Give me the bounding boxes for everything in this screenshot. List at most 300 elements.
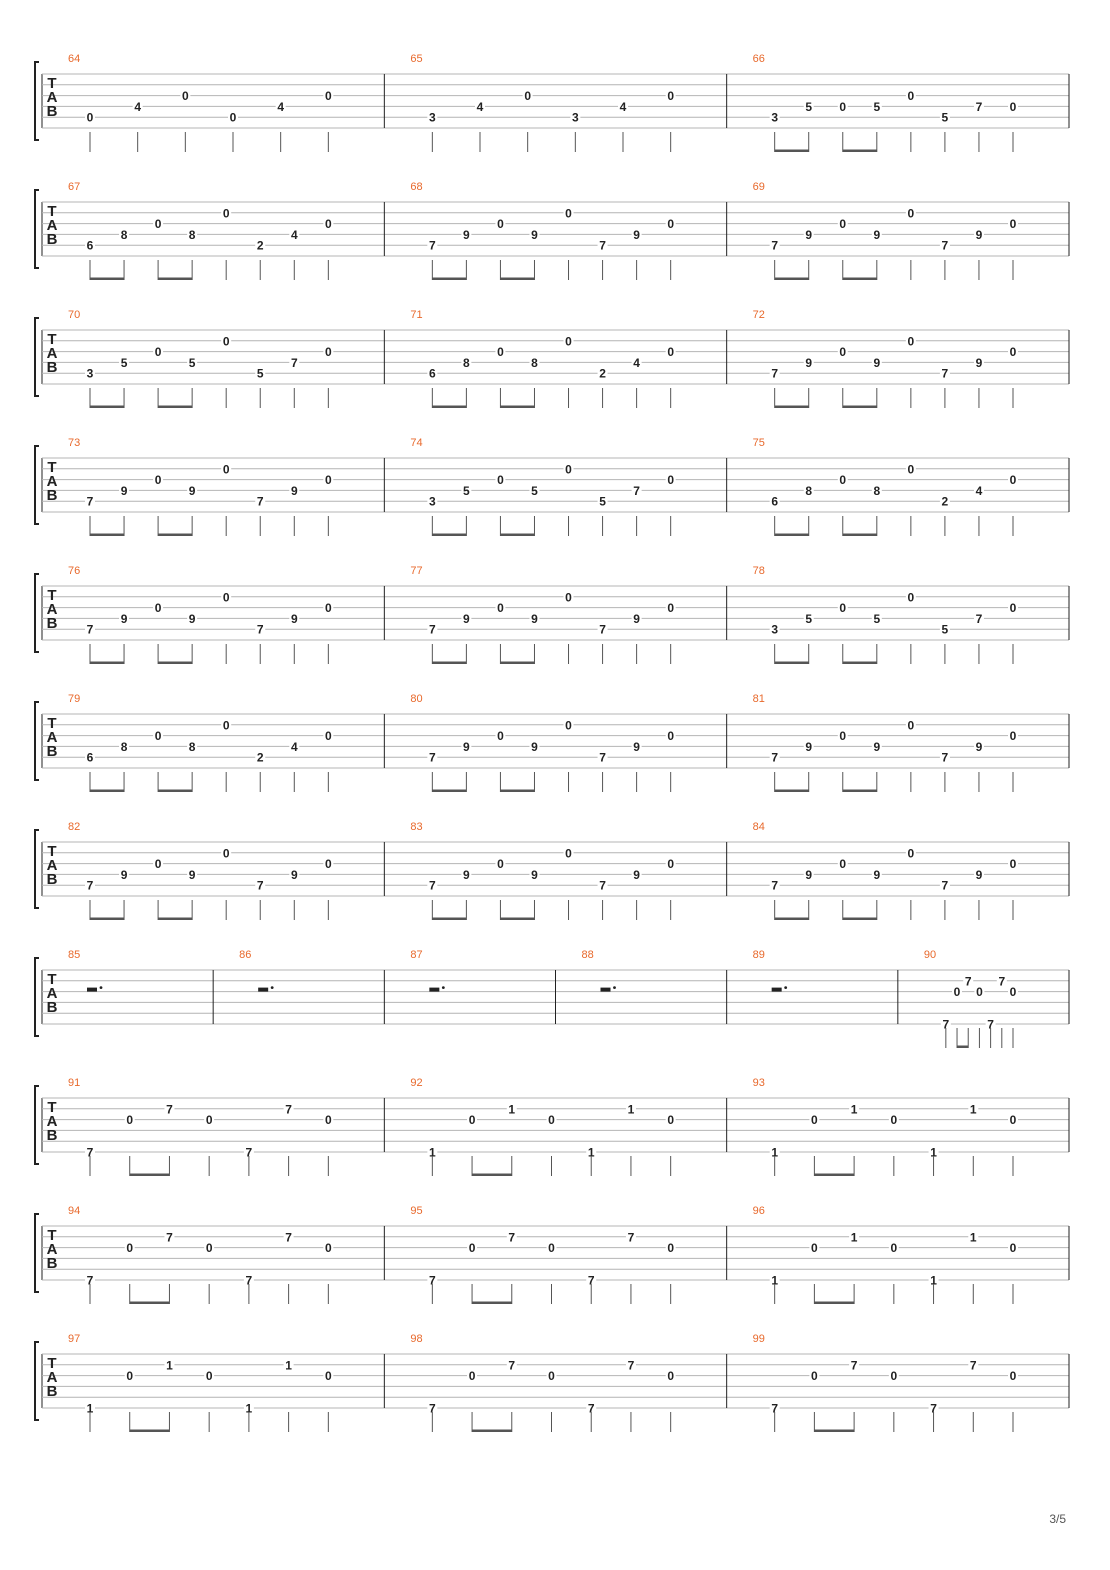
fret-number: 5	[941, 110, 949, 125]
fret-number: 0	[839, 729, 847, 744]
fret-number: 6	[86, 238, 94, 253]
fret-number: 7	[428, 878, 436, 893]
fret-number: 0	[468, 1113, 476, 1128]
fret-number: 4	[975, 483, 983, 498]
system-bracket	[35, 446, 39, 524]
tab-clef-letter: B	[46, 231, 58, 248]
fret-number: 0	[1009, 99, 1017, 114]
rest-dot	[613, 986, 616, 989]
fret-number: 7	[86, 494, 94, 509]
system-bracket	[35, 318, 39, 396]
system-bracket	[35, 1214, 39, 1292]
fret-number: 2	[256, 750, 264, 765]
rest-symbol	[87, 988, 97, 992]
rest-symbol	[601, 988, 611, 992]
fret-number: 8	[188, 227, 196, 242]
fret-number: 5	[805, 611, 813, 626]
fret-number: 5	[599, 494, 606, 509]
fret-number: 0	[126, 1241, 134, 1256]
fret-number: 7	[964, 974, 972, 989]
fret-number: 0	[205, 1113, 213, 1128]
rest-symbol	[772, 988, 782, 992]
tab-clef-letter: T	[47, 203, 57, 220]
tab-clef-letter: B	[46, 999, 58, 1016]
fret-number: 9	[120, 483, 128, 498]
fret-number: 8	[188, 739, 196, 754]
fret-number: 0	[667, 345, 675, 360]
note-beam	[500, 406, 534, 409]
fret-number: 8	[805, 483, 813, 498]
fret-number: 7	[86, 1273, 94, 1288]
fret-number: 0	[565, 206, 572, 221]
fret-number: 0	[1009, 345, 1017, 360]
fret-number: 0	[839, 601, 847, 616]
note-beam	[158, 278, 192, 281]
fret-number: 0	[324, 1369, 332, 1384]
fret-number: 9	[873, 739, 881, 754]
measure-number: 80	[410, 693, 423, 705]
tab-clef-letter: T	[47, 843, 57, 860]
fret-number: 7	[969, 1358, 977, 1373]
fret-number: 7	[86, 1145, 94, 1160]
fret-number: 6	[771, 494, 779, 509]
fret-number: 4	[290, 739, 298, 754]
note-beam	[500, 534, 534, 537]
note-beam	[432, 790, 466, 793]
fret-number: 0	[154, 473, 162, 488]
fret-number: 0	[839, 345, 847, 360]
fret-number: 2	[256, 238, 264, 253]
note-beam	[158, 918, 192, 921]
system-bracket	[35, 574, 39, 652]
fret-number: 7	[975, 99, 983, 114]
fret-number: 0	[229, 110, 237, 125]
measure-number: 66	[752, 53, 765, 65]
fret-number: 0	[324, 857, 332, 872]
note-beam	[130, 1430, 170, 1433]
fret-number: 7	[941, 238, 949, 253]
system-bracket	[35, 958, 39, 1036]
fret-number: 1	[285, 1358, 292, 1373]
fret-number: 8	[531, 355, 538, 370]
note-beam	[130, 1174, 170, 1177]
note-beam	[775, 662, 809, 665]
tab-clef-letter: T	[47, 971, 57, 988]
measure-number: 79	[68, 693, 81, 705]
tab-clef-letter: T	[47, 587, 57, 604]
fret-number: 0	[1009, 473, 1017, 488]
note-beam	[432, 918, 466, 921]
fret-number: 9	[975, 227, 983, 242]
note-beam	[843, 406, 877, 409]
tab-clef-letter: T	[47, 715, 57, 732]
fret-number: 7	[86, 622, 94, 637]
tab-clef-letter: A	[46, 729, 58, 746]
fret-number: 9	[633, 739, 640, 754]
note-beam	[472, 1174, 512, 1177]
tab-clef-letter: A	[46, 217, 58, 234]
note-beam	[432, 406, 466, 409]
fret-number: 7	[290, 355, 298, 370]
measure-number: 73	[68, 437, 81, 449]
fret-number: 5	[188, 355, 196, 370]
note-beam	[814, 1430, 854, 1433]
note-beam	[158, 662, 192, 665]
fret-number: 0	[324, 473, 332, 488]
fret-number: 0	[839, 217, 847, 232]
fret-number: 0	[497, 473, 504, 488]
system-bracket	[35, 830, 39, 908]
fret-number: 9	[975, 739, 983, 754]
fret-number: 0	[667, 729, 675, 744]
fret-number: 4	[277, 99, 285, 114]
fret-number: 0	[565, 718, 572, 733]
fret-number: 0	[667, 1241, 675, 1256]
note-beam	[130, 1302, 170, 1305]
note-beam	[775, 918, 809, 921]
fret-number: 7	[987, 1017, 994, 1032]
fret-number: 9	[633, 867, 640, 882]
note-beam	[843, 662, 877, 665]
fret-number: 9	[873, 867, 881, 882]
fret-number: 7	[245, 1273, 253, 1288]
note-beam	[843, 534, 877, 537]
fret-number: 7	[86, 878, 94, 893]
tab-clef-letter: A	[46, 1369, 58, 1386]
fret-number: 4	[619, 99, 627, 114]
note-beam	[90, 790, 124, 793]
fret-number: 0	[222, 334, 230, 349]
fret-number: 4	[134, 99, 142, 114]
fret-number: 5	[120, 355, 128, 370]
fret-number: 9	[463, 227, 470, 242]
note-beam	[775, 790, 809, 793]
measure-number: 83	[410, 821, 423, 833]
fret-number: 7	[245, 1145, 253, 1160]
fret-number: 7	[941, 878, 949, 893]
note-beam	[90, 406, 124, 409]
fret-number: 0	[907, 590, 915, 605]
fret-number: 0	[839, 99, 847, 114]
note-beam	[432, 662, 466, 665]
fret-number: 0	[222, 590, 230, 605]
fret-number: 0	[953, 985, 961, 1000]
fret-number: 0	[811, 1113, 818, 1128]
fret-number: 7	[166, 1230, 173, 1245]
fret-number: 7	[587, 1401, 595, 1416]
fret-number: 7	[627, 1358, 635, 1373]
note-beam	[90, 662, 124, 665]
measure-number: 90	[923, 949, 937, 961]
note-beam	[158, 406, 192, 409]
fret-number: 7	[166, 1102, 173, 1117]
note-beam	[843, 150, 877, 153]
tab-clef-letter: T	[47, 1355, 57, 1372]
tab-clef-letter: T	[47, 75, 57, 92]
fret-number: 5	[531, 483, 538, 498]
fret-number: 0	[907, 206, 915, 221]
fret-number: 0	[181, 89, 189, 104]
fret-number: 0	[524, 89, 532, 104]
note-beam	[775, 278, 809, 281]
tab-clef-letter: B	[46, 487, 58, 504]
fret-number: 9	[531, 867, 538, 882]
fret-number: 7	[256, 622, 264, 637]
fret-number: 0	[890, 1113, 898, 1128]
fret-number: 5	[941, 622, 949, 637]
fret-number: 3	[86, 366, 94, 381]
note-beam	[500, 790, 534, 793]
measure-number: 99	[752, 1333, 765, 1345]
fret-number: 7	[428, 1401, 436, 1416]
measure-number: 72	[752, 309, 765, 321]
tab-clef-letter: B	[46, 871, 58, 888]
measure-number: 68	[410, 181, 423, 193]
measure-number: 96	[752, 1205, 765, 1217]
fret-number: 0	[497, 857, 504, 872]
measure-number: 82	[68, 821, 81, 833]
fret-number: 0	[1009, 1241, 1017, 1256]
fret-number: 3	[571, 110, 579, 125]
fret-number: 0	[811, 1369, 818, 1384]
tab-clef-letter: T	[47, 459, 57, 476]
fret-number: 0	[667, 601, 675, 616]
measure-number: 89	[752, 949, 765, 961]
fret-number: 7	[587, 1273, 595, 1288]
note-beam	[432, 278, 466, 281]
system-bracket	[35, 1086, 39, 1164]
fret-number: 7	[428, 622, 436, 637]
tab-clef-letter: T	[47, 331, 57, 348]
fret-number: 1	[930, 1145, 937, 1160]
fret-number: 0	[565, 846, 572, 861]
fret-number: 9	[805, 227, 813, 242]
system-bracket	[35, 190, 39, 268]
fret-number: 9	[120, 867, 128, 882]
measure-number: 75	[752, 437, 765, 449]
fret-number: 0	[205, 1369, 213, 1384]
rest-dot	[784, 986, 787, 989]
fret-number: 0	[890, 1369, 898, 1384]
fret-number: 7	[627, 1230, 635, 1245]
note-beam	[158, 534, 192, 537]
measure-number: 77	[410, 565, 423, 577]
fret-number: 0	[667, 1113, 675, 1128]
fret-number: 5	[873, 611, 881, 626]
measure-number: 69	[752, 181, 765, 193]
fret-number: 0	[548, 1113, 555, 1128]
fret-number: 1	[969, 1230, 977, 1245]
fret-number: 7	[771, 366, 779, 381]
fret-number: 0	[468, 1369, 476, 1384]
fret-number: 0	[497, 729, 504, 744]
fret-number: 7	[771, 238, 779, 253]
tab-clef-letter: B	[46, 615, 58, 632]
fret-number: 0	[907, 89, 915, 104]
fret-number: 7	[941, 750, 949, 765]
tab-clef-letter: A	[46, 857, 58, 874]
fret-number: 0	[1009, 1113, 1017, 1128]
tab-clef-letter: B	[46, 743, 58, 760]
fret-number: 7	[599, 622, 606, 637]
fret-number: 0	[1009, 601, 1017, 616]
fret-number: 8	[120, 227, 128, 242]
measure-number: 81	[752, 693, 765, 705]
fret-number: 0	[548, 1369, 555, 1384]
fret-number: 0	[324, 217, 332, 232]
fret-number: 9	[531, 739, 538, 754]
fret-number: 0	[497, 345, 504, 360]
page-number: 3/5	[1049, 1512, 1066, 1526]
fret-number: 0	[667, 1369, 675, 1384]
fret-number: 9	[975, 355, 983, 370]
fret-number: 0	[324, 729, 332, 744]
fret-number: 9	[805, 739, 813, 754]
fret-number: 0	[907, 846, 915, 861]
note-beam	[814, 1174, 854, 1177]
note-beam	[158, 790, 192, 793]
note-beam	[843, 278, 877, 281]
fret-number: 7	[942, 1017, 950, 1032]
fret-number: 5	[256, 366, 264, 381]
fret-number: 1	[850, 1102, 858, 1117]
fret-number: 9	[290, 483, 298, 498]
tab-clef-letter: A	[46, 473, 58, 490]
fret-number: 1	[428, 1145, 436, 1160]
measure-number: 70	[68, 309, 81, 321]
fret-number: 0	[667, 217, 675, 232]
fret-number: 1	[86, 1401, 94, 1416]
system-bracket	[35, 702, 39, 780]
fret-number: 0	[154, 857, 162, 872]
fret-number: 8	[873, 483, 881, 498]
fret-number: 0	[667, 473, 675, 488]
fret-number: 3	[428, 494, 436, 509]
fret-number: 1	[930, 1273, 937, 1288]
fret-number: 7	[771, 750, 779, 765]
fret-number: 7	[256, 878, 264, 893]
fret-number: 1	[850, 1230, 858, 1245]
tab-clef-letter: A	[46, 345, 58, 362]
fret-number: 1	[771, 1145, 779, 1160]
measure-number: 74	[410, 437, 423, 449]
measure-number: 87	[410, 949, 423, 961]
fret-number: 7	[256, 494, 264, 509]
fret-number: 1	[627, 1102, 635, 1117]
system-bracket	[35, 62, 39, 140]
fret-number: 0	[222, 206, 230, 221]
fret-number: 4	[476, 99, 484, 114]
fret-number: 4	[290, 227, 298, 242]
measure-number: 88	[581, 949, 594, 961]
note-beam	[90, 278, 124, 281]
fret-number: 6	[428, 366, 436, 381]
fret-number: 7	[428, 238, 436, 253]
fret-number: 0	[1009, 729, 1017, 744]
fret-number: 0	[1009, 857, 1017, 872]
fret-number: 9	[805, 867, 813, 882]
fret-number: 0	[1009, 985, 1017, 1000]
note-beam	[432, 534, 466, 537]
tab-clef-letter: A	[46, 985, 58, 1002]
fret-number: 9	[463, 739, 470, 754]
fret-number: 7	[930, 1401, 937, 1416]
fret-number: 9	[463, 867, 470, 882]
fret-number: 7	[975, 611, 983, 626]
fret-number: 9	[633, 611, 640, 626]
fret-number: 7	[428, 1273, 436, 1288]
fret-number: 0	[976, 985, 983, 1000]
note-beam	[90, 534, 124, 537]
note-beam	[814, 1302, 854, 1305]
fret-number: 9	[531, 611, 538, 626]
fret-number: 0	[839, 857, 847, 872]
measure-number: 67	[68, 181, 81, 193]
measure-number: 78	[752, 565, 765, 577]
fret-number: 7	[285, 1230, 292, 1245]
fret-number: 0	[324, 1113, 332, 1128]
fret-number: 0	[154, 601, 162, 616]
tab-clef-letter: B	[46, 1383, 58, 1400]
fret-number: 5	[463, 483, 470, 498]
fret-number: 0	[154, 217, 162, 232]
fret-number: 9	[531, 227, 538, 242]
fret-number: 8	[463, 355, 470, 370]
note-beam	[775, 534, 809, 537]
tab-clef-letter: B	[46, 1127, 58, 1144]
measure-number: 91	[68, 1077, 81, 1089]
tab-clef-letter: B	[46, 1255, 58, 1272]
note-beam	[500, 278, 534, 281]
fret-number: 7	[998, 974, 1006, 989]
fret-number: 0	[890, 1241, 898, 1256]
fret-number: 0	[468, 1241, 476, 1256]
note-beam	[843, 918, 877, 921]
rest-symbol	[429, 988, 439, 992]
measure-number: 71	[410, 309, 423, 321]
fret-number: 7	[633, 483, 640, 498]
fret-number: 0	[1009, 217, 1017, 232]
fret-number: 9	[873, 227, 881, 242]
fret-number: 5	[805, 99, 813, 114]
fret-number: 0	[811, 1241, 818, 1256]
fret-number: 0	[154, 345, 162, 360]
fret-number: 0	[839, 473, 847, 488]
fret-number: 1	[245, 1401, 253, 1416]
fret-number: 9	[805, 355, 813, 370]
fret-number: 7	[771, 878, 779, 893]
fret-number: 0	[222, 462, 230, 477]
fret-number: 9	[873, 355, 881, 370]
fret-number: 7	[508, 1230, 516, 1245]
fret-number: 9	[188, 611, 196, 626]
fret-number: 1	[969, 1102, 977, 1117]
note-beam	[775, 406, 809, 409]
fret-number: 0	[1009, 1369, 1017, 1384]
fret-number: 0	[667, 857, 675, 872]
measure-number: 65	[410, 53, 423, 65]
fret-number: 6	[86, 750, 94, 765]
fret-number: 0	[497, 601, 504, 616]
note-beam	[500, 662, 534, 665]
fret-number: 9	[975, 867, 983, 882]
fret-number: 0	[548, 1241, 555, 1256]
fret-number: 9	[463, 611, 470, 626]
fret-number: 5	[873, 99, 881, 114]
fret-number: 0	[86, 110, 94, 125]
fret-number: 0	[222, 718, 230, 733]
fret-number: 0	[324, 601, 332, 616]
